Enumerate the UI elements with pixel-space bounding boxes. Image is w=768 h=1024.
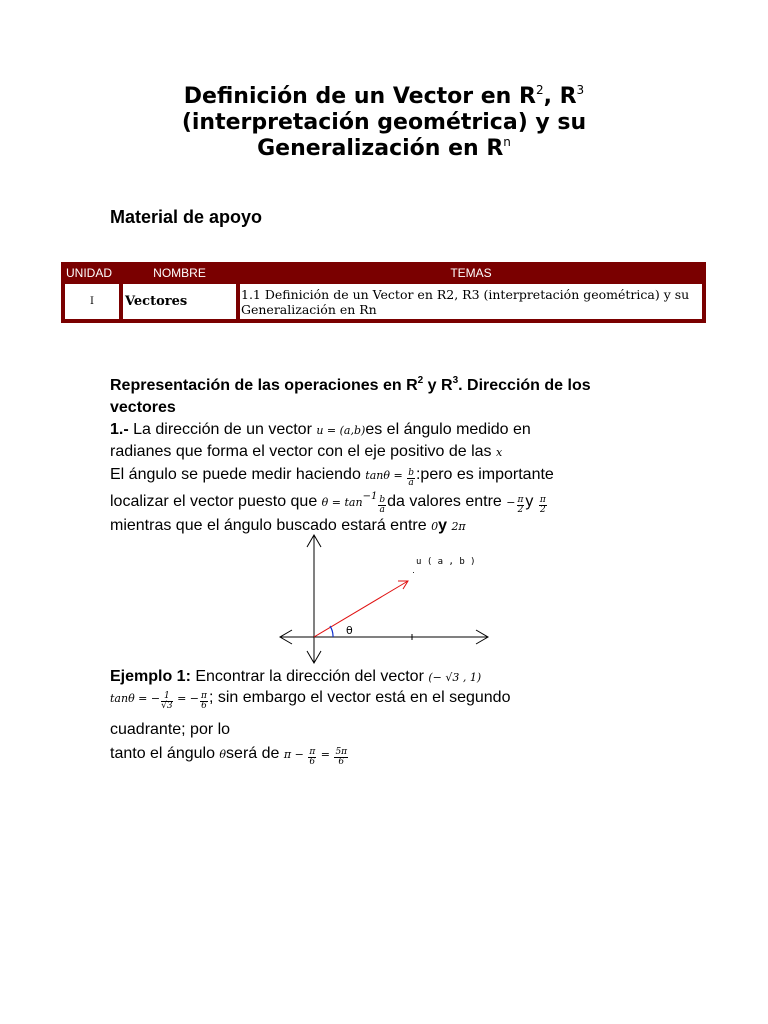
math-arctan: $\theta = \tan^{-1}$ (321, 491, 378, 509)
example-line-3: cuadrante; por lo (110, 721, 231, 738)
topics-table (61, 262, 706, 323)
title-line-2: (interpretación geométrica) y su (181, 110, 587, 135)
table-header-row (64, 265, 703, 281)
vector-diagram (276, 533, 496, 665)
math-vector: (− √3 , 1) (428, 671, 482, 684)
vector-u (314, 581, 408, 637)
cell-temas: 1.1 Definición de un Vector en R2, R3 (interpretación geométrica) y su Generalización en Rn (239, 283, 703, 320)
section-subtitle: Material de apoyo (110, 207, 263, 227)
math-zero: 0 (431, 520, 439, 533)
vector-tip-dot: · (412, 567, 415, 577)
math-2pi: 2π (451, 520, 466, 533)
header-unidad: UNIDAD (64, 265, 120, 281)
header-nombre: NOMBRE (122, 265, 237, 281)
example-line-4: tanto el ángulo θserá de π − $\frac{\pi}{6}$ = $\frac{5\pi}{6}$ (110, 745, 348, 767)
title-line-1: Definición de un Vector en $R^2$, $R^3$ (183, 83, 585, 109)
math-fraction: $\frac{\pi}{6}$ (201, 691, 207, 711)
table-row (64, 283, 703, 320)
header-temas: TEMAS (239, 265, 703, 281)
math-theta: θ (219, 748, 227, 761)
math-tan: tanθ = (365, 469, 407, 482)
math-fraction: $\frac{\pi}{2}$ (517, 495, 524, 515)
math-fraction: $\frac{b}{a}$ (408, 468, 414, 488)
angle-label: θ (346, 624, 353, 637)
paragraph-line-1: 1.- La dirección de un vector u = (a,b)es el ángulo medido en (110, 421, 531, 438)
item-number: 1.- (110, 421, 129, 438)
example-line-1: Ejemplo 1: Encontrar la dirección del vector (− √3 , 1) (110, 668, 482, 685)
section-heading: Representación de las operaciones en $R^2$ y $R^3$. Dirección de los (110, 375, 591, 394)
cell-unidad: I (64, 283, 120, 320)
math-fraction: $\frac{5\pi}{6}$ (335, 747, 348, 767)
math-fraction: $\frac{\pi}{6}$ (309, 747, 316, 767)
paragraph-line-3: El ángulo se puede medir haciendo tanθ = $\frac{b}{a}$ :pero es importante (110, 466, 554, 488)
paragraph-line-2: radianes que forma el vector con el eje positivo de las x (110, 443, 503, 460)
math-x: x (496, 446, 503, 459)
math-u: u = (a,b) (316, 424, 366, 437)
angle-arc (330, 626, 333, 637)
example-label: Ejemplo 1: (110, 668, 191, 685)
math-fraction: $\frac{b}{a}$ (379, 495, 386, 515)
paragraph-line-5: mientras que el ángulo buscado estará entre 0y 2π (110, 517, 466, 534)
vector-label: u ( a , b ) (416, 557, 476, 567)
cell-nombre: Vectores (122, 283, 237, 320)
example-line-2: tanθ = − $\frac{1}{√3}$ = − $\frac{\pi}{6}$ ; sin embargo el vector está en el segundo (110, 689, 511, 711)
page-title (110, 84, 658, 162)
section-heading-line2: vectores (110, 399, 176, 416)
paragraph-line-4: localizar el vector puesto que $\theta = \tan^{-1}$ $\frac{b}{a}$ da valores entre − $\frac{\pi}{2}$ y $\frac{\pi}{2}$ (110, 491, 546, 515)
math-fraction: $\frac{1}{√3}$ (161, 691, 173, 711)
title-line-3: Generalización en $R^n$ (257, 135, 511, 161)
math-fraction: $\frac{\pi}{2}$ (539, 495, 546, 515)
